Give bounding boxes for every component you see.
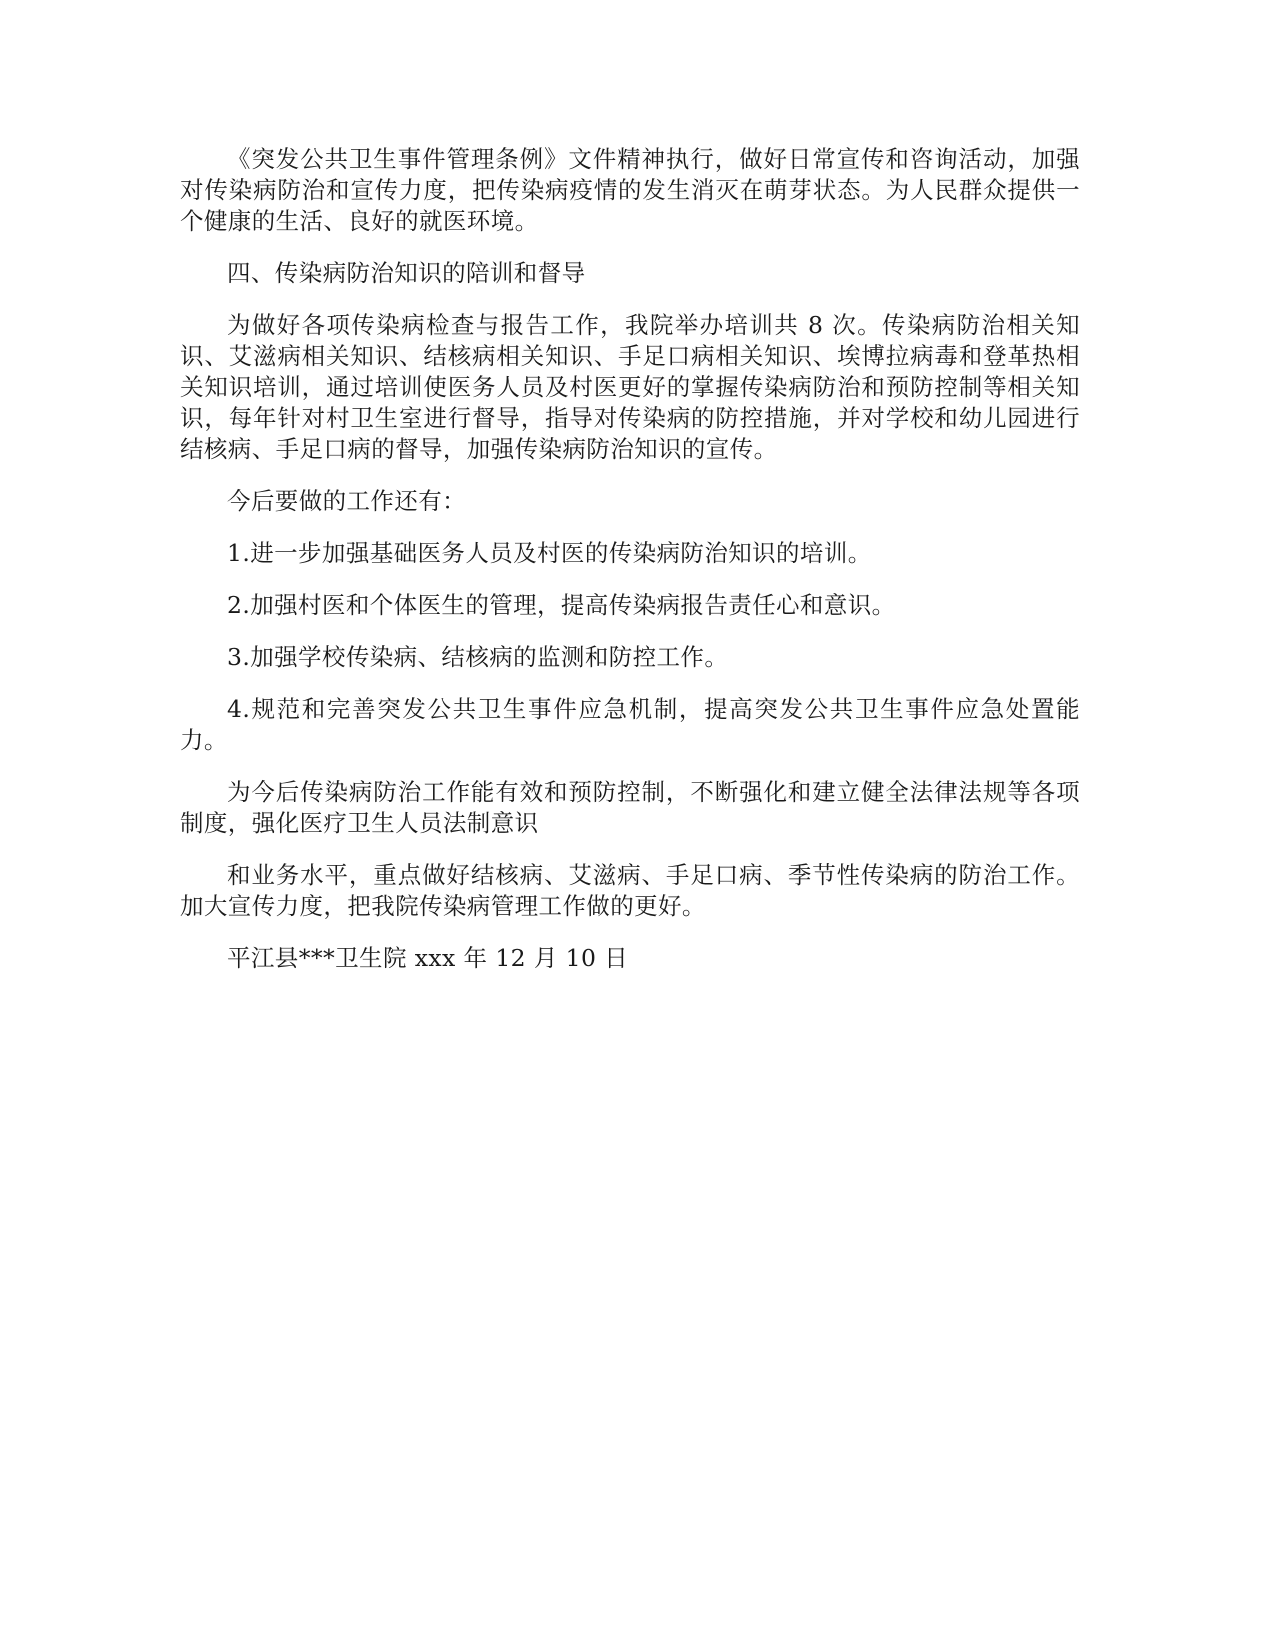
paragraph-legal-system: 为今后传染病防治工作能有效和预防控制，不断强化和建立健全法律法规等各项制度，强化医疗卫生人员法制意识 bbox=[180, 778, 1080, 837]
section-heading-training: 四、传染病防治知识的陪训和督导 bbox=[227, 259, 586, 287]
paragraph-training-details: 为做好各项传染病检查与报告工作，我院举办培训共 8 次。传染病防治相关知识、艾滋病相关知识、结核病相关知识、手足口病相关知识、埃博拉病毒和登革热相关知识培训，通过培训使医务人员及村医更好的掌握传染病防治和预防控制等相关知识，每年针对村卫生室进行督导，指导对传染病的防控措施，并对学校和幼儿园进行结核病、手足口病的督导，加强传染病防治知识的宣传。 bbox=[180, 311, 1080, 463]
paragraph-business-level: 和业务水平，重点做好结核病、艾滋病、手足口病、季节性传染病的防治工作。加大宣传力度，把我院传染病管理工作做的更好。 bbox=[180, 861, 1080, 920]
paragraph-regulation-continuation: 《突发公共卫生事件管理条例》文件精神执行，做好日常宣传和咨询活动，加强对传染病防治和宣传力度，把传染病疫情的发生消灭在萌芽状态。为人民群众提供一个健康的生活、良好的就医环境。 bbox=[180, 145, 1080, 235]
signature-date-line: 平江县***卫生院 xxx 年 12 月 10 日 bbox=[227, 944, 629, 972]
list-item-2: 2.加强村医和个体医生的管理，提高传染病报告责任心和意识。 bbox=[227, 591, 896, 619]
paragraph-future-work-intro: 今后要做的工作还有： bbox=[227, 487, 466, 515]
list-item-3: 3.加强学校传染病、结核病的监测和防控工作。 bbox=[227, 643, 729, 671]
document-body bbox=[180, 144, 1080, 995]
list-item-4: 4.规范和完善突发公共卫生事件应急机制，提高突发公共卫生事件应急处置能力。 bbox=[180, 695, 1080, 754]
list-item-1: 1.进一步加强基础医务人员及村医的传染病防治知识的培训。 bbox=[227, 539, 872, 567]
